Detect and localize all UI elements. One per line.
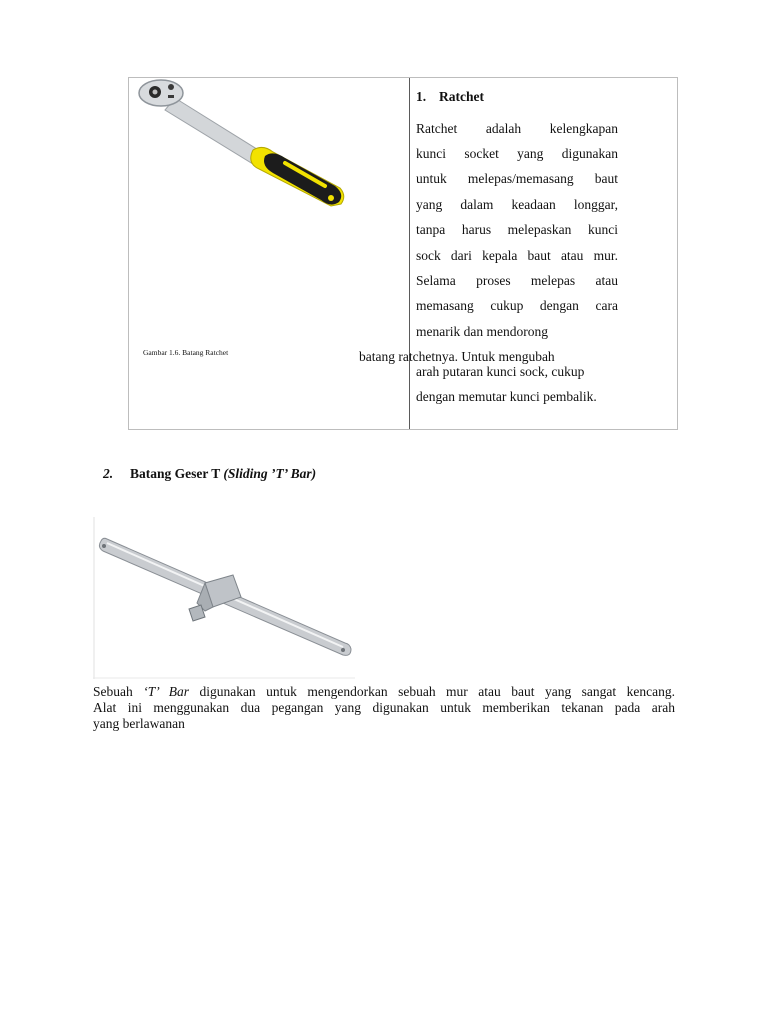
ratchet-image (135, 78, 355, 218)
description-line: menarik dan mendorong (416, 324, 548, 339)
tbar-description (93, 684, 675, 732)
description-line: dengan memutar kunci pembalik. (416, 389, 597, 404)
description-line: arah putaran kunci sock, cukup (416, 364, 585, 379)
section-heading-tbar (103, 466, 316, 482)
figure-caption: Gambar 1.6. Batang Ratchet (143, 348, 229, 357)
description-line: tanpa harus melepaskan kunci (416, 222, 618, 237)
section-number: 2. (103, 466, 114, 481)
description-overflow-line: batang ratchetnya. Untuk mengubah (359, 349, 555, 364)
sliding-t-bar-image (93, 517, 355, 679)
table-divider (409, 78, 410, 429)
section-title: Ratchet (439, 89, 484, 104)
description-line: sock dari kepala baut atau mur. (416, 248, 618, 263)
section-title-italic: (Sliding ’T’ Bar) (223, 466, 317, 481)
ratchet-table (128, 77, 678, 430)
paragraph-line: yang berlawanan (93, 716, 185, 731)
paragraph-line: Sebuah ‘T’ Bar digunakan untuk mengendorkan sebuah mur atau baut yang sangat kencang. (93, 684, 675, 699)
section-heading-ratchet (416, 89, 484, 105)
section-title: Batang Geser T (130, 466, 221, 481)
description-line: Ratchet adalah kelengkapan (416, 121, 618, 136)
paragraph-line: Alat ini menggunakan dua pegangan yang digunakan untuk memberikan tekanan pada arah (93, 700, 675, 715)
description-line: Selama proses melepas atau (416, 273, 618, 288)
description-line: memasang cukup dengan cara (416, 298, 618, 313)
description-line: untuk melepas/memasang baut (416, 171, 618, 186)
description-line: kunci socket yang digunakan (416, 146, 618, 161)
section-number: 1. (416, 89, 427, 104)
term-t-bar: ‘T’ Bar (143, 684, 189, 699)
description-line: yang dalam keadaan longgar, (416, 197, 618, 212)
